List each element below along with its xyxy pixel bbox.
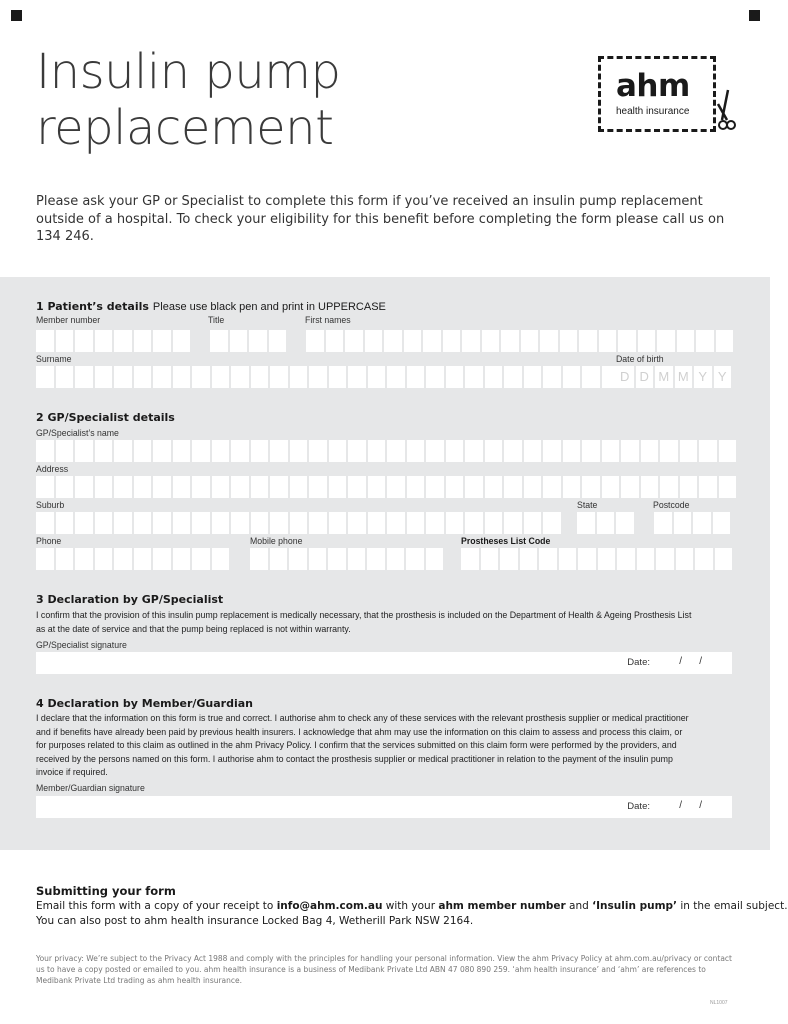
dob-day-2: D bbox=[636, 366, 654, 388]
character-box[interactable] bbox=[329, 476, 347, 498]
character-box[interactable] bbox=[212, 548, 230, 570]
character-box[interactable] bbox=[95, 366, 113, 388]
prostheses-label: Prostheses List Code bbox=[461, 536, 551, 547]
submit-email[interactable]: info@ahm.com.au bbox=[276, 900, 383, 912]
character-box[interactable] bbox=[713, 512, 731, 534]
character-box[interactable] bbox=[114, 476, 132, 498]
character-box[interactable] bbox=[348, 476, 366, 498]
character-box[interactable] bbox=[446, 366, 464, 388]
character-box[interactable] bbox=[153, 440, 171, 462]
character-box[interactable] bbox=[306, 330, 324, 352]
character-box[interactable] bbox=[426, 440, 444, 462]
registration-mark-left bbox=[11, 10, 22, 21]
character-box[interactable] bbox=[465, 512, 483, 534]
character-box[interactable] bbox=[716, 330, 734, 352]
character-box[interactable] bbox=[465, 476, 483, 498]
character-box[interactable] bbox=[387, 440, 405, 462]
member-date-separator: / bbox=[699, 800, 702, 811]
character-box[interactable] bbox=[680, 476, 698, 498]
character-box[interactable] bbox=[249, 330, 267, 352]
dob-month-2: M bbox=[675, 366, 693, 388]
character-box[interactable] bbox=[602, 476, 620, 498]
character-box[interactable] bbox=[230, 330, 248, 352]
character-box[interactable] bbox=[192, 548, 210, 570]
character-box[interactable] bbox=[75, 366, 93, 388]
character-box[interactable] bbox=[582, 440, 600, 462]
submit-text: Email this form with a copy of your receipt to bbox=[36, 900, 277, 912]
dob-day-1: D bbox=[616, 366, 634, 388]
character-box[interactable] bbox=[36, 512, 54, 534]
character-box[interactable] bbox=[621, 440, 639, 462]
dob-label: Date of birth bbox=[616, 354, 664, 365]
character-box[interactable] bbox=[153, 366, 171, 388]
character-box[interactable] bbox=[485, 476, 503, 498]
character-box[interactable] bbox=[114, 548, 132, 570]
section-3-heading: 3 Declaration by GP/Specialist bbox=[36, 593, 224, 606]
postcode-label: Postcode bbox=[653, 500, 690, 511]
character-box[interactable] bbox=[660, 476, 678, 498]
character-box[interactable] bbox=[231, 476, 249, 498]
character-box[interactable] bbox=[501, 330, 519, 352]
character-box[interactable] bbox=[309, 512, 327, 534]
character-box[interactable] bbox=[134, 512, 152, 534]
character-box[interactable] bbox=[56, 366, 74, 388]
character-box[interactable] bbox=[674, 512, 692, 534]
character-box[interactable] bbox=[212, 440, 230, 462]
title-field[interactable] bbox=[210, 330, 286, 352]
character-box[interactable] bbox=[251, 476, 269, 498]
character-box[interactable] bbox=[290, 366, 308, 388]
character-box[interactable] bbox=[36, 476, 54, 498]
character-box[interactable] bbox=[602, 440, 620, 462]
character-box[interactable] bbox=[75, 548, 93, 570]
character-box[interactable] bbox=[368, 440, 386, 462]
character-box[interactable] bbox=[56, 512, 74, 534]
character-box[interactable] bbox=[348, 440, 366, 462]
date-of-birth-field[interactable] bbox=[616, 366, 731, 388]
character-box[interactable] bbox=[192, 440, 210, 462]
surname-field[interactable] bbox=[36, 366, 619, 388]
character-box[interactable] bbox=[462, 330, 480, 352]
first-names-field[interactable] bbox=[306, 330, 733, 352]
character-box[interactable] bbox=[309, 548, 327, 570]
character-box[interactable] bbox=[504, 366, 522, 388]
gp-date-label: Date: bbox=[627, 657, 650, 668]
character-box[interactable] bbox=[173, 512, 191, 534]
character-box[interactable] bbox=[500, 548, 518, 570]
postcode-field[interactable] bbox=[654, 512, 730, 534]
character-box[interactable] bbox=[114, 512, 132, 534]
character-box[interactable] bbox=[269, 330, 287, 352]
character-box[interactable] bbox=[231, 512, 249, 534]
character-box[interactable] bbox=[426, 366, 444, 388]
mobile-label: Mobile phone bbox=[250, 536, 303, 547]
character-box[interactable] bbox=[407, 366, 425, 388]
character-box[interactable] bbox=[520, 548, 538, 570]
character-box[interactable] bbox=[563, 476, 581, 498]
character-box[interactable] bbox=[485, 366, 503, 388]
member-number-field[interactable] bbox=[36, 330, 190, 352]
character-box[interactable] bbox=[326, 330, 344, 352]
character-box[interactable] bbox=[598, 548, 616, 570]
character-box[interactable] bbox=[485, 512, 503, 534]
logo-tagline: health insurance bbox=[616, 106, 690, 117]
submit-instructions bbox=[36, 899, 788, 929]
character-box[interactable] bbox=[329, 512, 347, 534]
dob-month-1: M bbox=[655, 366, 673, 388]
member-date-label: Date: bbox=[627, 801, 650, 812]
character-box[interactable] bbox=[153, 548, 171, 570]
character-box[interactable] bbox=[404, 330, 422, 352]
state-label: State bbox=[577, 500, 598, 511]
character-box[interactable] bbox=[368, 512, 386, 534]
dob-year-2: Y bbox=[714, 366, 732, 388]
registration-mark-right bbox=[749, 10, 760, 21]
gp-date-separator: / bbox=[699, 656, 702, 667]
privacy-notice: Your privacy: We’re subject to the Privacy Act 1988 and comply with the principles for handling your personal information. View the ahm Privacy Policy at ahm.com.au/privacy or contact us to have a copy posted or emailed to you. ahm health insurance is a business of Medibank Private Ltd ABN 47 080 890 259. ‘ahm health insurance’ and ‘ahm’ are references to Medibank Private Ltd trading as ahm health insurance. bbox=[36, 954, 732, 985]
character-box[interactable] bbox=[75, 440, 93, 462]
character-box[interactable] bbox=[210, 330, 228, 352]
scissors-icon bbox=[714, 86, 736, 132]
character-box[interactable] bbox=[95, 330, 113, 352]
character-box[interactable] bbox=[289, 548, 307, 570]
character-box[interactable] bbox=[231, 366, 249, 388]
character-box[interactable] bbox=[250, 548, 268, 570]
character-box[interactable] bbox=[387, 548, 405, 570]
submit-heading: Submitting your form bbox=[36, 884, 176, 898]
character-box[interactable] bbox=[656, 548, 674, 570]
gp-name-label: GP/Specialist’s name bbox=[36, 428, 119, 439]
character-box[interactable] bbox=[637, 548, 655, 570]
character-box[interactable] bbox=[446, 440, 464, 462]
prostheses-code-field[interactable] bbox=[461, 548, 732, 570]
character-box[interactable] bbox=[56, 440, 74, 462]
character-box[interactable] bbox=[582, 366, 600, 388]
phone-label: Phone bbox=[36, 536, 62, 547]
character-box[interactable] bbox=[348, 548, 366, 570]
character-box[interactable] bbox=[345, 330, 363, 352]
character-box[interactable] bbox=[290, 440, 308, 462]
character-box[interactable] bbox=[212, 366, 230, 388]
character-box[interactable] bbox=[426, 476, 444, 498]
character-box[interactable] bbox=[114, 440, 132, 462]
state-field[interactable] bbox=[577, 512, 634, 534]
character-box[interactable] bbox=[270, 476, 288, 498]
character-box[interactable] bbox=[540, 330, 558, 352]
character-box[interactable] bbox=[481, 548, 499, 570]
gp-date-separator: / bbox=[679, 656, 682, 667]
first-names-label: First names bbox=[305, 315, 351, 326]
character-box[interactable] bbox=[153, 476, 171, 498]
character-box[interactable] bbox=[153, 330, 171, 352]
character-box[interactable] bbox=[543, 512, 561, 534]
character-box[interactable] bbox=[348, 366, 366, 388]
character-box[interactable] bbox=[368, 476, 386, 498]
submit-text: in the email subject. bbox=[677, 900, 788, 912]
character-box[interactable] bbox=[270, 512, 288, 534]
character-box[interactable] bbox=[368, 366, 386, 388]
character-box[interactable] bbox=[212, 512, 230, 534]
character-box[interactable] bbox=[75, 476, 93, 498]
character-box[interactable] bbox=[173, 548, 191, 570]
character-box[interactable] bbox=[521, 330, 539, 352]
section-1-title: 1 Patient’s details bbox=[36, 300, 149, 313]
ahm-logo bbox=[598, 56, 738, 136]
submit-member-number: ahm member number bbox=[438, 900, 566, 912]
character-box[interactable] bbox=[641, 476, 659, 498]
character-box[interactable] bbox=[251, 512, 269, 534]
character-box[interactable] bbox=[387, 366, 405, 388]
submit-text: with your bbox=[382, 900, 439, 912]
character-box[interactable] bbox=[251, 440, 269, 462]
character-box[interactable] bbox=[443, 330, 461, 352]
character-box[interactable] bbox=[543, 440, 561, 462]
character-box[interactable] bbox=[251, 366, 269, 388]
character-box[interactable] bbox=[407, 440, 425, 462]
character-box[interactable] bbox=[387, 476, 405, 498]
dob-year-1: Y bbox=[694, 366, 712, 388]
character-box[interactable] bbox=[654, 512, 672, 534]
character-box[interactable] bbox=[618, 330, 636, 352]
character-box[interactable] bbox=[560, 330, 578, 352]
character-box[interactable] bbox=[365, 330, 383, 352]
mobile-phone-field[interactable] bbox=[250, 548, 443, 570]
character-box[interactable] bbox=[56, 330, 74, 352]
character-box[interactable] bbox=[461, 548, 479, 570]
page-title-line2: replacement bbox=[36, 100, 334, 156]
character-box[interactable] bbox=[582, 476, 600, 498]
character-box[interactable] bbox=[95, 440, 113, 462]
title-label: Title bbox=[208, 315, 225, 326]
character-box[interactable] bbox=[134, 476, 152, 498]
character-box[interactable] bbox=[56, 548, 74, 570]
character-box[interactable] bbox=[482, 330, 500, 352]
character-box[interactable] bbox=[173, 440, 191, 462]
intro-text: Please ask your GP or Specialist to complete this form if you’ve received an insulin pump replacement outside of a hospital. To check your eligibility for this benefit before completing the form please call us on 134 246. bbox=[36, 194, 725, 244]
character-box[interactable] bbox=[485, 440, 503, 462]
character-box[interactable] bbox=[426, 548, 444, 570]
character-box[interactable] bbox=[270, 548, 288, 570]
character-box[interactable] bbox=[36, 366, 54, 388]
phone-field[interactable] bbox=[36, 548, 229, 570]
character-box[interactable] bbox=[367, 548, 385, 570]
character-box[interactable] bbox=[597, 512, 615, 534]
character-box[interactable] bbox=[192, 512, 210, 534]
character-box[interactable] bbox=[699, 440, 717, 462]
character-box[interactable] bbox=[539, 548, 557, 570]
character-box[interactable] bbox=[524, 476, 542, 498]
member-signature-label: Member/Guardian signature bbox=[36, 783, 145, 794]
character-box[interactable] bbox=[578, 548, 596, 570]
character-box[interactable] bbox=[657, 330, 675, 352]
character-box[interactable] bbox=[695, 548, 713, 570]
character-box[interactable] bbox=[36, 548, 54, 570]
character-box[interactable] bbox=[153, 512, 171, 534]
character-box[interactable] bbox=[543, 366, 561, 388]
character-box[interactable] bbox=[524, 440, 542, 462]
character-box[interactable] bbox=[524, 512, 542, 534]
character-box[interactable] bbox=[134, 366, 152, 388]
member-date-separator: / bbox=[679, 800, 682, 811]
character-box[interactable] bbox=[719, 440, 737, 462]
character-box[interactable] bbox=[617, 548, 635, 570]
character-box[interactable] bbox=[693, 512, 711, 534]
character-box[interactable] bbox=[290, 476, 308, 498]
section-1-note: Please use black pen and print in UPPERCASE bbox=[152, 301, 386, 313]
section-4-heading: 4 Declaration by Member/Guardian bbox=[36, 697, 254, 710]
page-title bbox=[36, 44, 340, 156]
character-box[interactable] bbox=[504, 440, 522, 462]
character-box[interactable] bbox=[56, 476, 74, 498]
surname-label: Surname bbox=[36, 354, 72, 365]
character-box[interactable] bbox=[309, 366, 327, 388]
character-box[interactable] bbox=[309, 440, 327, 462]
character-box[interactable] bbox=[348, 512, 366, 534]
character-box[interactable] bbox=[328, 548, 346, 570]
character-box[interactable] bbox=[677, 330, 695, 352]
character-box[interactable] bbox=[36, 440, 54, 462]
character-box[interactable] bbox=[270, 440, 288, 462]
character-box[interactable] bbox=[36, 330, 54, 352]
submit-text: and bbox=[565, 900, 593, 912]
gp-declaration-text: I confirm that the provision of this insulin pump replacement is medically necessary, that the prosthesis is included on the Department of Health & Ageing Prosthesis List as at the date of service and that the pump being replaced is not within warranty. bbox=[36, 610, 692, 635]
character-box[interactable] bbox=[696, 330, 714, 352]
character-box[interactable] bbox=[465, 366, 483, 388]
character-box[interactable] bbox=[270, 366, 288, 388]
character-box[interactable] bbox=[641, 440, 659, 462]
suburb-field[interactable] bbox=[36, 512, 561, 534]
character-box[interactable] bbox=[563, 440, 581, 462]
character-box[interactable] bbox=[719, 476, 737, 498]
character-box[interactable] bbox=[95, 548, 113, 570]
character-box[interactable] bbox=[465, 440, 483, 462]
character-box[interactable] bbox=[621, 476, 639, 498]
character-box[interactable] bbox=[134, 330, 152, 352]
gp-signature-field[interactable] bbox=[36, 652, 732, 674]
character-box[interactable] bbox=[579, 330, 597, 352]
character-box[interactable] bbox=[134, 548, 152, 570]
character-box[interactable] bbox=[173, 366, 191, 388]
character-box[interactable] bbox=[680, 440, 698, 462]
character-box[interactable] bbox=[676, 548, 694, 570]
member-declaration-text: I declare that the information on this form is true and correct. I authorise ahm to check any of these services with the relevant prosthesis supplier or medical practitioner and if benefits have already been paid by previous health insurers. I acknowledge that ahm may use the information on this claim to assess and process this claim, or for purposes related to this claim as outlined in the ahm Privacy Policy. I confirm that the services submitted on this claim form were performed by the providers, and received by the persons named on this form. I authorise ahm to contact the prosthesis supplier or medical practitioner in relation to the payment of the insulin pump invoice if required. bbox=[36, 713, 689, 778]
character-box[interactable] bbox=[192, 366, 210, 388]
character-box[interactable] bbox=[387, 512, 405, 534]
section-1-heading bbox=[36, 300, 386, 313]
page-title-line1: Insulin pump bbox=[36, 44, 341, 100]
character-box[interactable] bbox=[446, 476, 464, 498]
footer-code: NL1007 bbox=[710, 1000, 728, 1006]
character-box[interactable] bbox=[638, 330, 656, 352]
suburb-label: Suburb bbox=[36, 500, 65, 511]
character-box[interactable] bbox=[173, 476, 191, 498]
member-number-label: Member number bbox=[36, 315, 101, 326]
character-box[interactable] bbox=[329, 440, 347, 462]
character-box[interactable] bbox=[563, 366, 581, 388]
character-box[interactable] bbox=[309, 476, 327, 498]
character-box[interactable] bbox=[577, 512, 595, 534]
character-box[interactable] bbox=[114, 330, 132, 352]
character-box[interactable] bbox=[95, 476, 113, 498]
character-box[interactable] bbox=[407, 476, 425, 498]
character-box[interactable] bbox=[426, 512, 444, 534]
character-box[interactable] bbox=[173, 330, 191, 352]
character-box[interactable] bbox=[524, 366, 542, 388]
character-box[interactable] bbox=[75, 330, 93, 352]
character-box[interactable] bbox=[329, 366, 347, 388]
gp-signature-label: GP/Specialist signature bbox=[36, 640, 127, 651]
character-box[interactable] bbox=[407, 512, 425, 534]
address-label: Address bbox=[36, 464, 69, 475]
logo-brand: ahm bbox=[616, 68, 690, 104]
gp-name-field[interactable] bbox=[36, 440, 736, 462]
character-box[interactable] bbox=[559, 548, 577, 570]
character-box[interactable] bbox=[699, 476, 717, 498]
character-box[interactable] bbox=[134, 440, 152, 462]
character-box[interactable] bbox=[231, 440, 249, 462]
character-box[interactable] bbox=[406, 548, 424, 570]
submit-line-2: You can also post to ahm health insurance Locked Bag 4, Wetherill Park NSW 2164. bbox=[36, 915, 474, 927]
submit-line-1 bbox=[36, 899, 788, 914]
character-box[interactable] bbox=[504, 476, 522, 498]
character-box[interactable] bbox=[616, 512, 634, 534]
character-box[interactable] bbox=[384, 330, 402, 352]
character-box[interactable] bbox=[504, 512, 522, 534]
character-box[interactable] bbox=[290, 512, 308, 534]
address-field[interactable] bbox=[36, 476, 736, 498]
submit-insulin-pump: ‘Insulin pump’ bbox=[592, 900, 678, 912]
character-box[interactable] bbox=[599, 330, 617, 352]
character-box[interactable] bbox=[75, 512, 93, 534]
member-signature-field[interactable] bbox=[36, 796, 732, 818]
character-box[interactable] bbox=[212, 476, 230, 498]
character-box[interactable] bbox=[192, 476, 210, 498]
character-box[interactable] bbox=[715, 548, 733, 570]
character-box[interactable] bbox=[660, 440, 678, 462]
character-box[interactable] bbox=[114, 366, 132, 388]
character-box[interactable] bbox=[446, 512, 464, 534]
section-2-heading: 2 GP/Specialist details bbox=[36, 411, 175, 424]
character-box[interactable] bbox=[423, 330, 441, 352]
character-box[interactable] bbox=[543, 476, 561, 498]
character-box[interactable] bbox=[95, 512, 113, 534]
